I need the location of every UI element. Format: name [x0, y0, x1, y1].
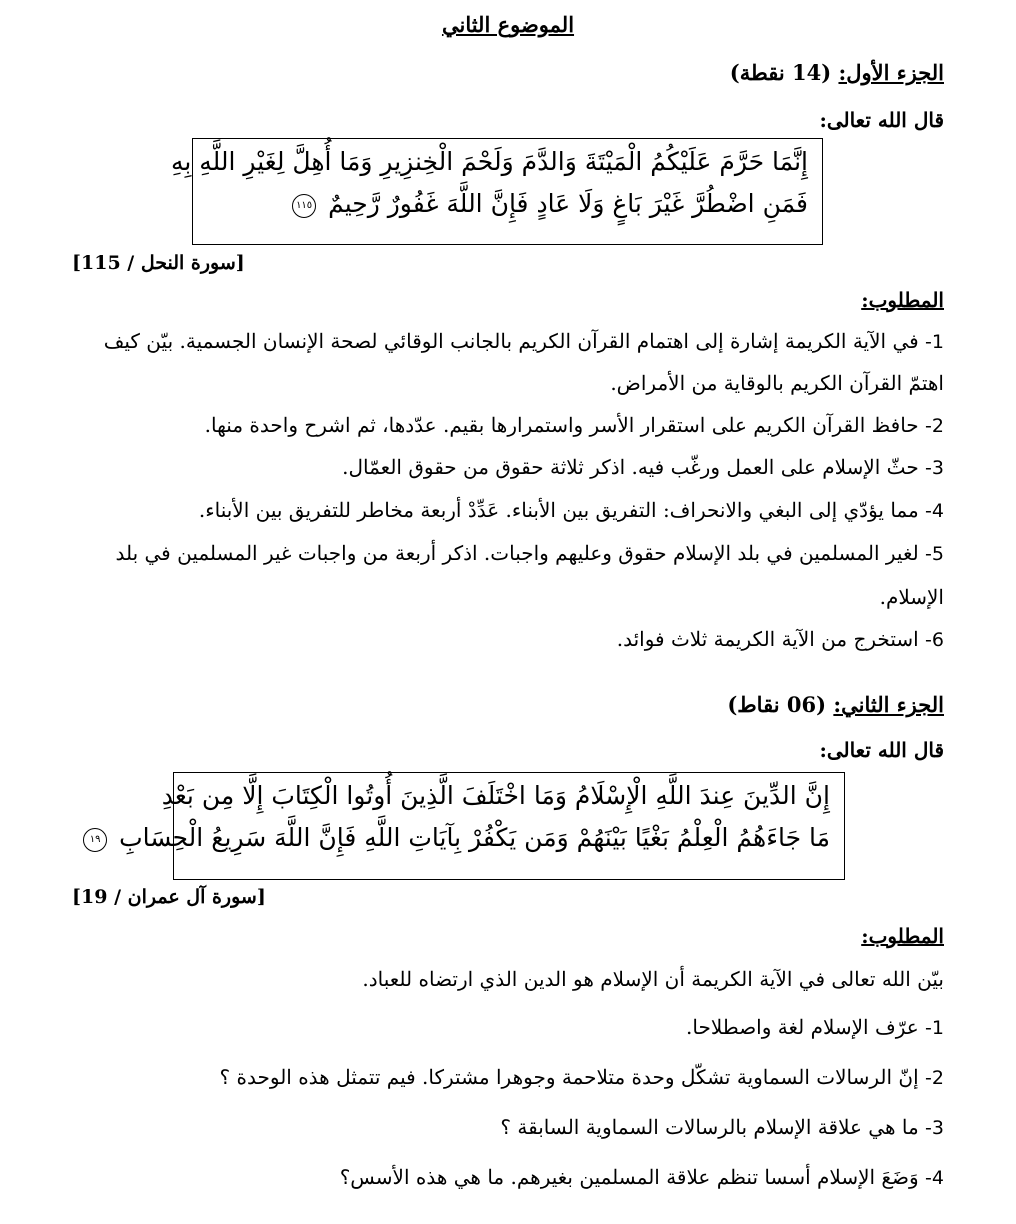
part2-verse-intro: قال الله تعالى: [819, 738, 944, 762]
part1-points: (14 نقطة) [729, 60, 832, 85]
part1-verse-line-1: إِنَّمَا حَرَّمَ عَلَيْكُمُ الْمَيْتَةَ وَالدَّمَ وَلَحْمَ الْخِنزِيرِ وَمَا أُهِلَّ لِغَيْرِ اللَّهِ بِهِ [170, 147, 808, 176]
part2-heading-label: الجزء الثاني: [833, 692, 944, 717]
question-number: 3- [925, 457, 944, 479]
part1-question-2 [205, 404, 944, 447]
part2-verse-line-2-text: مَا جَاءَهُمُ الْعِلْمُ بَغْيًا بَيْنَهُمْ وَمَن يَكْفُرْ بِآيَاتِ اللَّهِ فَإِنَّ اللَّهَ سَرِيعُ الْحِسَابِ [119, 823, 830, 852]
part1-question-6 [617, 618, 944, 661]
question-text: إنّ الرسالات السماوية تشكّل وحدة متلاحمة وجوهرا مشتركا. فيم تتمثل هذه الوحدة ؟ [219, 1065, 919, 1089]
question-number: 4- [925, 500, 944, 522]
part2-question-1 [686, 1006, 944, 1049]
question-text: حافظ القرآن الكريم على استقرار الأسر واستمرارها بقيم. عدّدها، ثم اشرح واحدة منها. [204, 413, 919, 437]
question-text: حثّ الإسلام على العمل ورغّب فيه. اذكر ثلاثة حقوق من حقوق العمّال. [342, 455, 919, 479]
part1-question-4 [199, 489, 944, 532]
part1-question-1 [72, 320, 944, 363]
question-number: 2- [925, 1067, 944, 1089]
part1-heading [730, 60, 944, 85]
part2-verse-line-1: إِنَّ الدِّينَ عِندَ اللَّهِ الْإِسْلَامُ وَمَا اخْتَلَفَ الَّذِينَ أُوتُوا الْكِتَابَ إِلَّا مِن بَعْدِ [161, 781, 830, 810]
question-number: 4- [925, 1167, 944, 1189]
part1-verse-line-2 [207, 183, 808, 225]
ayah-number-marker: ١٩ [83, 828, 107, 852]
part2-question-2 [220, 1056, 944, 1099]
question-number: 6- [925, 629, 944, 651]
question-number: 1- [925, 1017, 944, 1039]
question-text: لغير المسلمين في بلد الإسلام حقوق وعليهم واجبات. اذكر أربعة من واجبات غير المسلمين في بلد [115, 541, 919, 565]
question-text: وَضَعَ الإسلام أسسا تنظم علاقة المسلمين بغيرهم. ما هي هذه الأسس؟ [339, 1165, 919, 1189]
question-number: 3- [925, 1117, 944, 1139]
question-text: عرّف الإسلام لغة واصطلاحا. [686, 1015, 919, 1039]
part2-heading [727, 692, 944, 717]
part2-verse-line-2 [89, 817, 830, 859]
part1-question-1-cont: اهتمّ القرآن الكريم بالوقاية من الأمراض. [610, 371, 944, 395]
part2-source: [سورة آل عمران / 19] [72, 886, 266, 908]
part1-required-label: المطلوب: [861, 288, 944, 312]
part1-verse-line-2-text: فَمَنِ اضْطُرَّ غَيْرَ بَاغٍ وَلَا عَادٍ فَإِنَّ اللَّهَ غَفُورٌ رَّحِيمٌ [328, 189, 808, 218]
part1-question-3 [342, 446, 944, 489]
part1-verse-intro: قال الله تعالى: [819, 108, 944, 132]
question-number: 2- [925, 415, 944, 437]
part1-question-5-cont: الإسلام. [879, 585, 944, 609]
part1-source: [سورة النحل / 115] [72, 252, 245, 274]
part1-verse-box [170, 138, 823, 245]
part1-question-5 [72, 532, 944, 575]
question-number: 5- [925, 543, 944, 565]
part2-required-label: المطلوب: [861, 924, 944, 948]
question-text: ما هي علاقة الإسلام بالرسالات السماوية السابقة ؟ [500, 1115, 919, 1139]
question-number: 1- [925, 331, 944, 353]
part2-points: (06 نقاط) [727, 692, 827, 717]
part2-question-3 [500, 1106, 944, 1149]
part1-heading-label: الجزء الأول: [838, 60, 944, 85]
question-text: في الآية الكريمة إشارة إلى اهتمام القرآن الكريم بالجانب الوقائي لصحة الإنسان الجسمية. بيّن كيف [103, 329, 919, 353]
ayah-number-marker: ١١٥ [292, 194, 316, 218]
question-text: مما يؤدّي إلى البغي والانحراف: التفريق بين الأبناء. عَدِّدْ أربعة مخاطر للتفريق بين الأبناء. [198, 498, 919, 522]
part2-preface: بيّن الله تعالى في الآية الكريمة أن الإسلام هو الدين الذي ارتضاه للعباد. [362, 967, 944, 991]
question-text: استخرج من الآية الكريمة ثلاث فوائد. [616, 627, 919, 651]
page-title: الموضوع الثاني [441, 12, 575, 37]
part2-verse-box [89, 772, 845, 880]
part2-question-4 [340, 1156, 944, 1199]
